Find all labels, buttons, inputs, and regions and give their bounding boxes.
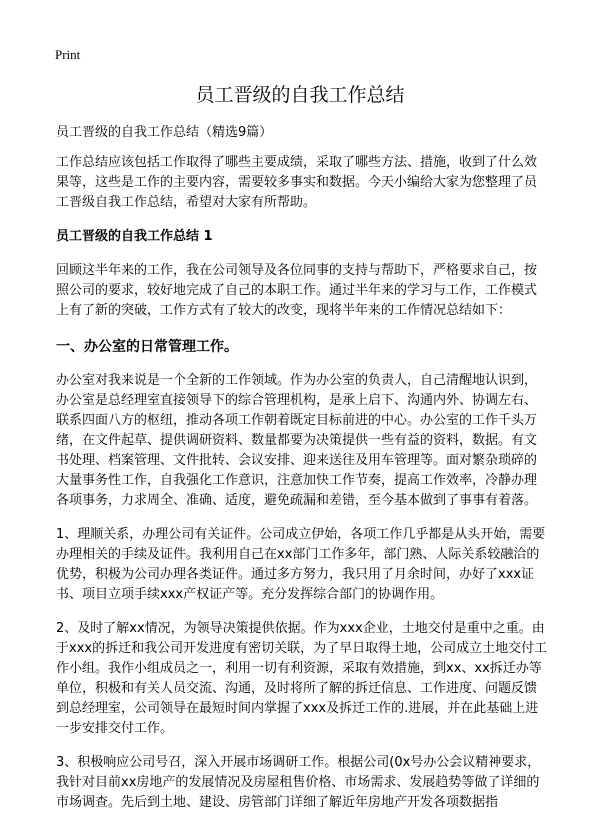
item-paragraph-2: 2、及时了解xx情况，为领导决策提供依据。作为xxx企业，土地交付是重中之重。由于xxx的拆迁和我公司开发进度有密切关联，为了早日取得土地，公司成立土地交付工作小组。我作小组成员之一，利用一切有利资源，采取有效措施，到xx、xx拆迁办等单位，积极和有关人员交流、沟通，及时将所了解的拆迁信息、工作进度、问题反馈到总经理室，公司领导在最短时间内掌握了xxx及拆迁工作的.进展，并在此基础上进一步安排交付工作。: [56, 621, 548, 736]
document-title: 员工晋级的自我工作总结: [195, 84, 405, 106]
item-paragraph-1: 1、理顺关系，办理公司有关证件。公司成立伊始，各项工作几乎都是从头开始，需要办理相关的手续及证件。我利用自己在xx部门工作多年，部门熟、人际关系较融洽的优势，积极为公司办理各类证件。通过多方努力，我只用了月余时间，办好了xxx证书、项目立项手续xxx产权证产等。充分发挥综合部门的协调作用。: [56, 527, 546, 602]
item-paragraph-3: 3、积极响应公司号召，深入开展市场调研工作。根据公司(0x号办公会议精神要求，我针对目前xx房地产的发展情况及房屋租售价格、市场需求、发展趋势等做了详细的市场调查。先后到土地、建设、房管部门详细了解近年房地产开发各项数据指: [56, 755, 541, 810]
heading-office-management: 一、办公室的日常管理工作。: [56, 339, 238, 355]
office-paragraph: 办公室对我来说是一个全新的工作领域。作为办公室的负责人，自己清醒地认识到，办公室是总经理室直接领导下的综合管理机构，是承上启下、沟通内外、协调左右、联系四面八方的枢纽，推动各项工作朝着既定目标前进的中心。办公室的工作千头万绪，在文件起草、提供调研资料、数量都要为决策提供一些有益的资料，数据。有文书处理、档案管理、文件批转、会议安排、迎来送往及用车管理等。面对繁杂琐碎的大量事务性工作，自我强化工作意识，注意加快工作节奏，提高工作效率，冷静办理各项事务，力求周全、准确、适度，避免疏漏和差错，至今基本做到了事事有着落。: [56, 373, 538, 508]
section-title: 员工晋级的自我工作总结 1: [56, 229, 213, 244]
intro-paragraph: 工作总结应该包括工作取得了哪些主要成绩，采取了哪些方法、措施，收到了什么效果等，这些是工作的主要内容，需要较多事实和数据。今天小编给大家为您整理了员工晋级自我工作总结，希望对大家有所帮助。: [56, 155, 538, 210]
section-body: 回顾这半年来的工作，我在公司领导及各位同事的支持与帮助下，严格要求自己，按照公司的要求，较好地完成了自己的本职工作。通过半年来的学习与工作，工作模式上有了新的突破，工作方式有了较大的改变，现将半年来的工作情况总结如下：: [56, 263, 538, 318]
document-subtitle: 员工晋级的自我工作总结（精选9篇）: [56, 125, 273, 140]
print-label: Print: [55, 47, 81, 62]
document-body: [56, 123, 548, 813]
